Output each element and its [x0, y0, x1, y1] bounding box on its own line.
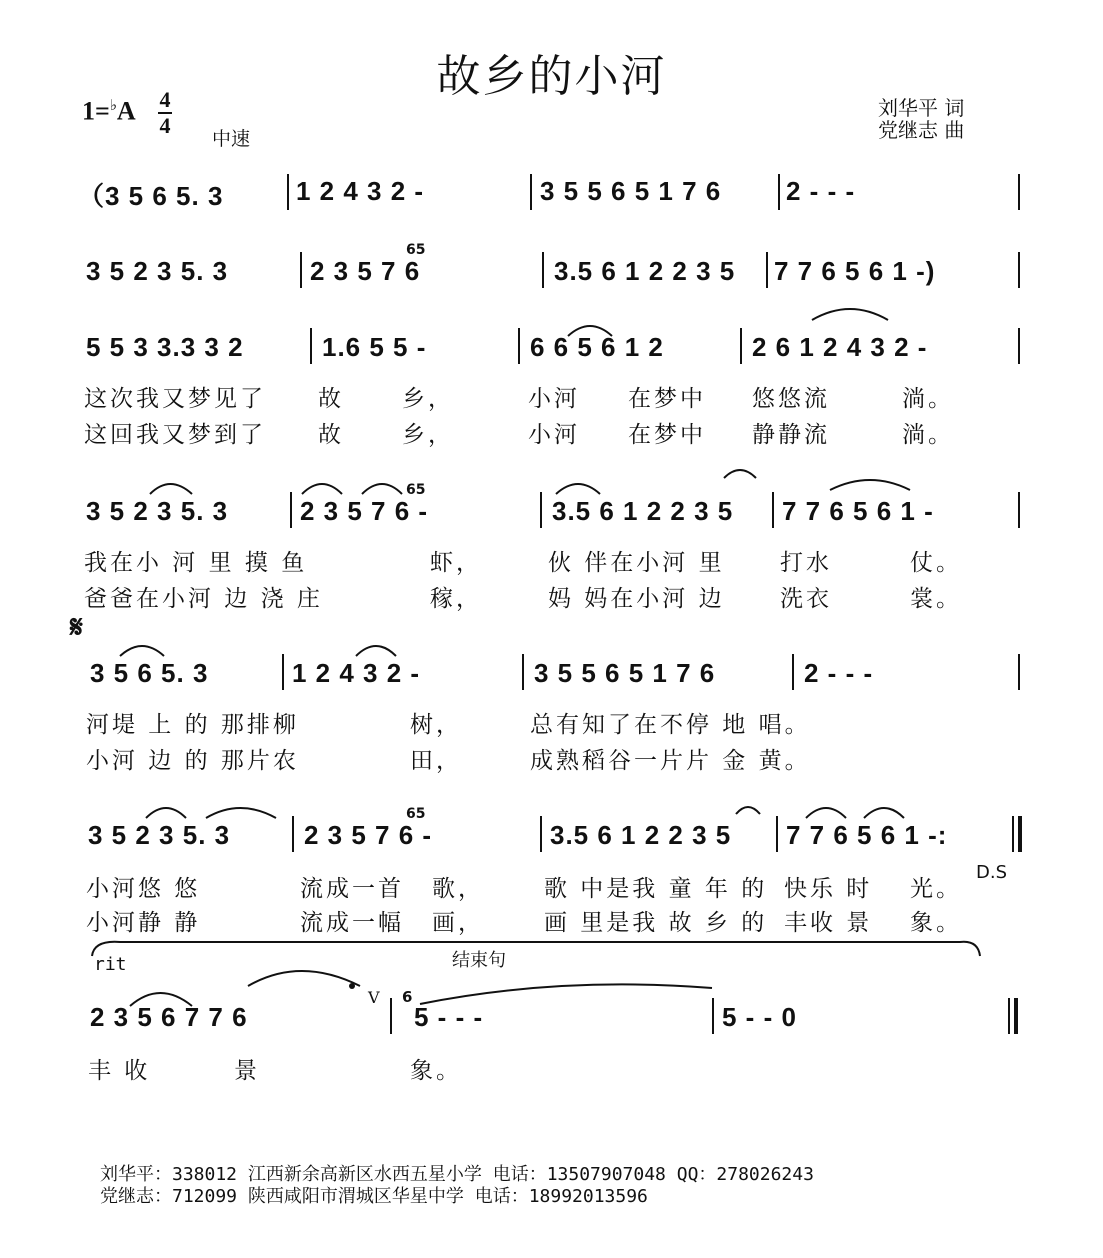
measure-3-3: 6 6 5 6 1 2 [530, 332, 664, 362]
tie [420, 984, 712, 1004]
lyric-v1-d: 小河 [528, 386, 580, 412]
measure-2-2: 2 3 5 7 6 [310, 256, 421, 286]
lyric-v5-a: 河堤 上 的 那排柳 [86, 712, 299, 738]
slur [146, 808, 186, 818]
lyric-v6-a: 小河 边 的 那片农 [86, 748, 299, 774]
lyric-v4-a: 爸爸在小河 边 浇 庄 [84, 586, 323, 612]
key-note: A [116, 96, 136, 126]
slur [150, 484, 192, 494]
slur [248, 971, 360, 986]
measure-7-2: 5 - - - [414, 1002, 484, 1032]
measure-5-2: 1 2 4 3 2 - [292, 658, 421, 688]
measure-1-4: 2 - - - [786, 176, 856, 206]
grace-notes: 65 [406, 242, 426, 258]
footer-contact-1: 刘华平：338012 江西新余高新区水西五星小学 电话：13507907048 QQ：278026243 [100, 1164, 814, 1185]
lyric-v7-a: 小河悠 悠 [86, 876, 201, 902]
lyric-v2-g: 淌。 [902, 422, 954, 448]
lyric-v2-e: 在梦中 [628, 422, 706, 448]
lyric-v8-b: 流成一幅 [300, 910, 404, 936]
lyric-end-c: 象。 [410, 1058, 462, 1084]
ritardando-marking: rit [94, 954, 127, 975]
song-title: 故乡的小河 [436, 51, 667, 102]
lyric-v8-c: 画， [432, 910, 484, 936]
measure-5-3: 3 5 5 6 5 1 7 6 [534, 658, 716, 688]
measure-2-1: 3 5 2 3 5. 3 [86, 256, 229, 286]
dal-segno: D.S [976, 862, 1008, 883]
lyric-v3-c: 伙 伴在小河 里 [548, 550, 725, 576]
slur [806, 808, 846, 818]
lyric-v2-b: 故 [318, 422, 344, 448]
lyric-v3-d: 打水 [780, 550, 832, 576]
lyric-v5-c: 总有知了在不停 地 唱。 [530, 712, 811, 738]
slur [812, 309, 888, 320]
slur [302, 484, 342, 494]
slur [736, 807, 760, 814]
lyric-v8-f: 象。 [910, 910, 962, 936]
rit-bracket [92, 942, 980, 956]
measure-6-2: 2 3 5 7 6 - [304, 820, 433, 850]
slur [206, 808, 276, 818]
lyric-end-b: 景 [234, 1058, 260, 1084]
grace-notes: 65 [406, 482, 426, 498]
lyric-v7-f: 光。 [910, 876, 962, 902]
lyric-v4-d: 洗衣 [780, 586, 832, 612]
slur [356, 646, 396, 656]
lyric-v1-c: 乡， [402, 386, 454, 412]
measure-4-1: 3 5 2 3 5. 3 [86, 496, 229, 526]
lyric-v6-b: 田， [410, 748, 462, 774]
lyric-v4-e: 裳。 [910, 586, 962, 612]
measure-3-2: 1.6 5 5 - [322, 332, 427, 362]
slur [556, 484, 600, 494]
lyric-v7-d: 歌 中是我 童 年 的 [544, 876, 768, 902]
slur [130, 993, 192, 1006]
slur [120, 646, 164, 656]
measure-4-2: 2 3 5 7 6 - [300, 496, 429, 526]
lyric-v1-e: 在梦中 [628, 386, 706, 412]
measure-2-4: 7 7 6 5 6 1 -) [774, 256, 936, 286]
slur [568, 326, 612, 336]
measure-2-3: 3.5 6 1 2 2 3 5 [554, 256, 736, 286]
grace-note: 6 [402, 988, 413, 1006]
slur [864, 808, 904, 818]
lyric-v7-c: 歌， [432, 876, 484, 902]
measure-6-3: 3.5 6 1 2 2 3 5 [550, 820, 732, 850]
lyric-v6-c: 成熟稻谷一片片 金 黄。 [530, 748, 811, 774]
lyric-v1-g: 淌。 [902, 386, 954, 412]
ending-label: 结束句 [452, 950, 506, 971]
lyric-v2-a: 这回我又梦到了 [84, 422, 266, 448]
lyric-v8-e: 丰收 景 [784, 910, 873, 936]
measure-5-4: 2 - - - [804, 658, 874, 688]
time-signature-top: 4 [159, 87, 171, 112]
measure-4-3: 3.5 6 1 2 2 3 5 [552, 496, 734, 526]
lyric-v7-b: 流成一首 [300, 876, 404, 902]
fermata-dot [349, 983, 355, 989]
lyric-end-a: 丰 收 [88, 1058, 151, 1084]
measure-1-2: 1 2 4 3 2 - [296, 176, 425, 206]
measure-1-1: （3 5 6 5. 3 [78, 181, 224, 211]
measure-1-3: 3 5 5 6 5 1 7 6 [540, 176, 722, 206]
flat-symbol: ♭ [109, 98, 117, 114]
lyric-v2-f: 静静流 [752, 422, 830, 448]
lyric-v1-f: 悠悠流 [752, 386, 830, 412]
footer-contact-2: 党继志：712099 陕西咸阳市渭城区华星中学 电话：18992013596 [100, 1186, 648, 1207]
lyric-v2-d: 小河 [528, 422, 580, 448]
lyric-v2-c: 乡， [402, 422, 454, 448]
lyric-v1-b: 故 [318, 386, 344, 412]
lyric-v3-b: 虾， [430, 550, 482, 576]
measure-3-1: 5 5 3 3.3 3 2 [86, 332, 244, 362]
breath-mark: V [368, 988, 380, 1007]
lyric-v3-e: 仗。 [910, 550, 962, 576]
grace-notes: 65 [406, 806, 426, 822]
measure-6-1: 3 5 2 3 5. 3 [88, 820, 231, 850]
segno-sign: 𝄋 [70, 610, 83, 645]
measure-5-1: 3 5 6 5. 3 [90, 658, 209, 688]
lyric-v1-a: 这次我又梦见了 [84, 386, 266, 412]
key-prefix: 1= [82, 96, 110, 126]
measure-7-3: 5 - - 0 [722, 1002, 797, 1032]
lyric-v8-a: 小河静 静 [86, 910, 201, 936]
lyric-v8-d: 画 里是我 故 乡 的 [544, 910, 768, 936]
measure-6-4: 7 7 6 5 6 1 -: [786, 820, 948, 850]
lyric-v4-b: 稼， [430, 586, 482, 612]
measure-7-1: 2 3 5 6 7 7 6 [90, 1002, 248, 1032]
measure-4-4: 7 7 6 5 6 1 - [782, 496, 934, 526]
lyric-v3-a: 我在小 河 里 摸 鱼 [84, 550, 308, 576]
slur [362, 484, 402, 494]
measure-3-4: 2 6 1 2 4 3 2 - [752, 332, 928, 362]
slur [724, 470, 756, 478]
slur [830, 480, 910, 490]
lyricist-credit: 刘华平 词 [878, 96, 965, 120]
lyric-v7-e: 快乐 时 [784, 876, 873, 902]
time-signature-bottom: 4 [159, 113, 171, 138]
composer-credit: 党继志 曲 [878, 118, 965, 142]
tempo-marking: 中速 [212, 128, 251, 150]
lyric-v5-b: 树， [410, 712, 462, 738]
lyric-v4-c: 妈 妈在小河 边 [548, 586, 725, 612]
